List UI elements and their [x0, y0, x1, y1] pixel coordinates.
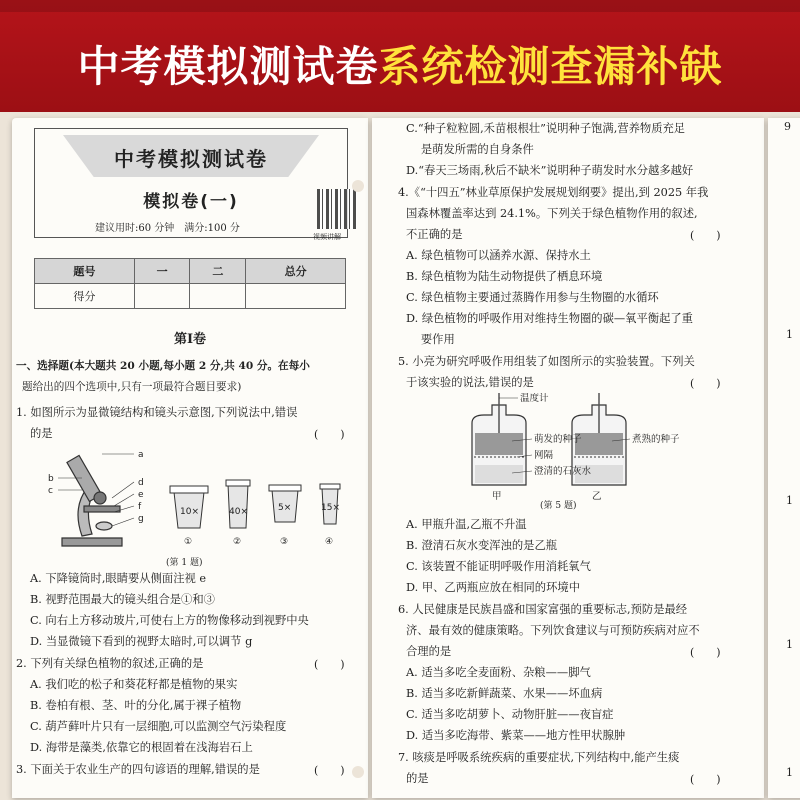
answer-paren[interactable]: ( ): [314, 428, 345, 441]
score-cell[interactable]: [134, 284, 190, 309]
lens-number: ④: [325, 537, 334, 547]
right-page: [372, 118, 764, 798]
edge-mark: 1: [786, 766, 793, 779]
q1-option-c[interactable]: C. 向右上方移动玻片,可使右上方的物像移动到视野中央: [30, 614, 309, 627]
q5-stem: 5. 小亮为研究呼吸作用组装了如图所示的实验装置。下列关: [398, 355, 695, 368]
q4-option-a[interactable]: A. 绿色植物可以涵养水源、保持水土: [406, 249, 591, 262]
q5-caption: (第 5 题): [540, 501, 577, 511]
q4-option-b[interactable]: B. 绿色植物为陆生动物提供了栖息环境: [406, 270, 603, 283]
fig-letter: a: [138, 450, 144, 460]
q4-stem: 国森林覆盖率达到 24.1%。下列关于绿色植物作用的叙述,: [406, 207, 698, 220]
q2-option-a[interactable]: A. 我们吃的松子和葵花籽都是植物的果实: [30, 678, 238, 691]
q3-option-c-cont[interactable]: 是萌发所需的自身条件: [406, 143, 534, 156]
answer-paren[interactable]: ( ): [690, 773, 721, 786]
fig-letter: e: [138, 490, 144, 500]
q6-option-b[interactable]: B. 适当多吃新鲜蔬菜、水果——坏血病: [406, 687, 603, 700]
q5-option-d[interactable]: D. 甲、乙两瓶应放在相同的环境中: [406, 581, 580, 594]
apparatus-figure: [462, 393, 722, 503]
q6-option-d[interactable]: D. 适当多吃海带、紫菜——地方性甲状腺肿: [406, 729, 626, 742]
instructions-line: 题给出的四个选项中,只有一项最符合题目要求): [22, 381, 242, 393]
banner-title-left: 中考模拟测试卷: [77, 42, 379, 91]
fig-letter: g: [138, 514, 144, 524]
lens-number: ①: [184, 537, 193, 547]
qr-code-icon[interactable]: [317, 189, 357, 229]
q3-option-c[interactable]: C.“种子粒粒圆,禾苗根根壮”说明种子饱满,营养物质充足: [406, 122, 686, 135]
q1-option-a[interactable]: A. 下降镜筒时,眼睛要从侧面注视 e: [30, 572, 207, 585]
banner: [0, 0, 800, 112]
title-box: [34, 128, 348, 241]
fig-label-yi: 乙: [592, 491, 602, 502]
score-cell[interactable]: [190, 284, 246, 309]
fig-label-mesh: 网隔: [534, 450, 554, 461]
edge-mark: 1: [786, 494, 793, 507]
answer-paren[interactable]: ( ): [690, 377, 721, 390]
q6-stem: 合理的是: [406, 645, 452, 658]
q2-option-b[interactable]: B. 卷柏有根、茎、叶的分化,属于裸子植物: [30, 699, 242, 712]
q2-option-c[interactable]: C. 葫芦藓叶片只有一层细胞,可以监测空气污染程度: [30, 720, 287, 733]
paper-meta: 建议用时:60 分钟 满分:100 分: [95, 223, 240, 234]
fig-letter: c: [48, 486, 53, 496]
q3-stem: 3. 下面关于农业生产的四句谚语的理解,错误的是: [16, 763, 260, 776]
answer-paren[interactable]: ( ): [690, 646, 721, 659]
lens-number: ②: [233, 537, 242, 547]
lens-label: 10×: [180, 507, 199, 517]
q6-stem: 济、最有效的健康策略。下列饮食建议与可预防疾病对应不: [406, 624, 700, 637]
score-row-label: 得分: [35, 284, 135, 309]
binding-hole: [352, 180, 364, 192]
paper-title: 中考模拟测试卷: [114, 147, 268, 171]
lens-number: ③: [280, 537, 289, 547]
q7-stem: 的是: [406, 772, 429, 785]
fig-letter: b: [48, 474, 54, 484]
fig-label-jia: 甲: [492, 491, 502, 502]
q1-stem: 的是: [30, 427, 53, 440]
q5-option-a[interactable]: A. 甲瓶升温,乙瓶不升温: [406, 518, 527, 531]
score-header: 一: [134, 259, 190, 284]
fig-label-thermometer: 温度计: [520, 393, 549, 404]
q1-option-b[interactable]: B. 视野范围最大的镜头组合是①和③: [30, 593, 215, 606]
q4-stem: 不正确的是: [406, 228, 463, 241]
score-table: [34, 258, 346, 309]
microscope-figure: [42, 448, 342, 552]
fig-letter: d: [138, 478, 144, 488]
paper-subtitle: 模拟卷(一): [143, 192, 239, 212]
left-page: [12, 118, 368, 798]
q1-option-d[interactable]: D. 当显微镜下看到的视野太暗时,可以调节 g: [30, 635, 253, 648]
next-page-edge: [768, 118, 800, 798]
edge-mark: 1: [786, 638, 793, 651]
instructions-line: 一、选择题(本大题共 20 小题,每小题 2 分,共 40 分。在每小: [16, 360, 310, 372]
q7-stem: 7. 咳痰是呼吸系统疾病的重要症状,下列结构中,能产生痰: [398, 751, 680, 764]
q5-option-b[interactable]: B. 澄清石灰水变浑浊的是乙瓶: [406, 539, 558, 552]
banner-title: [0, 34, 800, 94]
lens-label: 15×: [321, 503, 340, 513]
q4-option-c[interactable]: C. 绿色植物主要通过蒸腾作用参与生物圈的水循环: [406, 291, 659, 304]
score-cell[interactable]: [246, 284, 346, 309]
q1-stem: 1. 如图所示为显微镜结构和镜头示意图,下列说法中,错误: [16, 406, 298, 419]
q2-option-d[interactable]: D. 海带是藻类,依靠它的根固着在浅海岩石上: [30, 741, 253, 754]
score-header: 总分: [246, 259, 346, 284]
q4-option-d[interactable]: D. 绿色植物的呼吸作用对维持生物圈的碳—氧平衡起了重: [406, 312, 693, 325]
fig-label-limewater: 澄清的石灰水: [534, 466, 592, 477]
q4-stem: 4.《“十四五”林业草原保护发展规划纲要》提出,到 2025 年我: [398, 186, 709, 199]
score-header: 题号: [35, 259, 135, 284]
binding-hole: [352, 766, 364, 778]
edge-mark: 1: [786, 328, 793, 341]
fig-label-seeds: 萌发的种子: [534, 434, 582, 445]
answer-paren[interactable]: ( ): [314, 764, 345, 777]
score-header: 二: [190, 259, 246, 284]
section-heading: 第Ⅰ卷: [173, 332, 207, 347]
fig-letter: f: [138, 502, 142, 512]
fig-label-boiled-seeds: 煮熟的种子: [632, 434, 680, 445]
q6-option-a[interactable]: A. 适当多吃全麦面粉、杂粮——脚气: [406, 666, 591, 679]
lens-label: 5×: [278, 503, 292, 513]
qr-label: 视频讲解: [313, 233, 341, 241]
q6-option-c[interactable]: C. 适当多吃胡萝卜、动物肝脏——夜盲症: [406, 708, 614, 721]
banner-title-right: 系统检测查漏补缺: [378, 42, 723, 91]
lens-label: 40×: [229, 507, 248, 517]
q6-stem: 6. 人民健康是民族昌盛和国家富强的重要标志,预防是最经: [398, 603, 688, 616]
q5-stem: 于该实验的说法,错误的是: [406, 376, 534, 389]
q2-stem: 2. 下列有关绿色植物的叙述,正确的是: [16, 657, 204, 670]
answer-paren[interactable]: ( ): [690, 229, 721, 242]
q4-option-d-cont[interactable]: 要作用: [406, 333, 455, 346]
edge-mark: 9: [784, 120, 791, 133]
answer-paren[interactable]: ( ): [314, 658, 345, 671]
q1-caption: (第 1 题): [166, 558, 203, 568]
q3-option-d[interactable]: D.“春天三场雨,秋后不缺米”说明种子萌发时水分越多越好: [406, 164, 694, 177]
q5-option-c[interactable]: C. 该装置不能证明呼吸作用消耗氧气: [406, 560, 591, 573]
